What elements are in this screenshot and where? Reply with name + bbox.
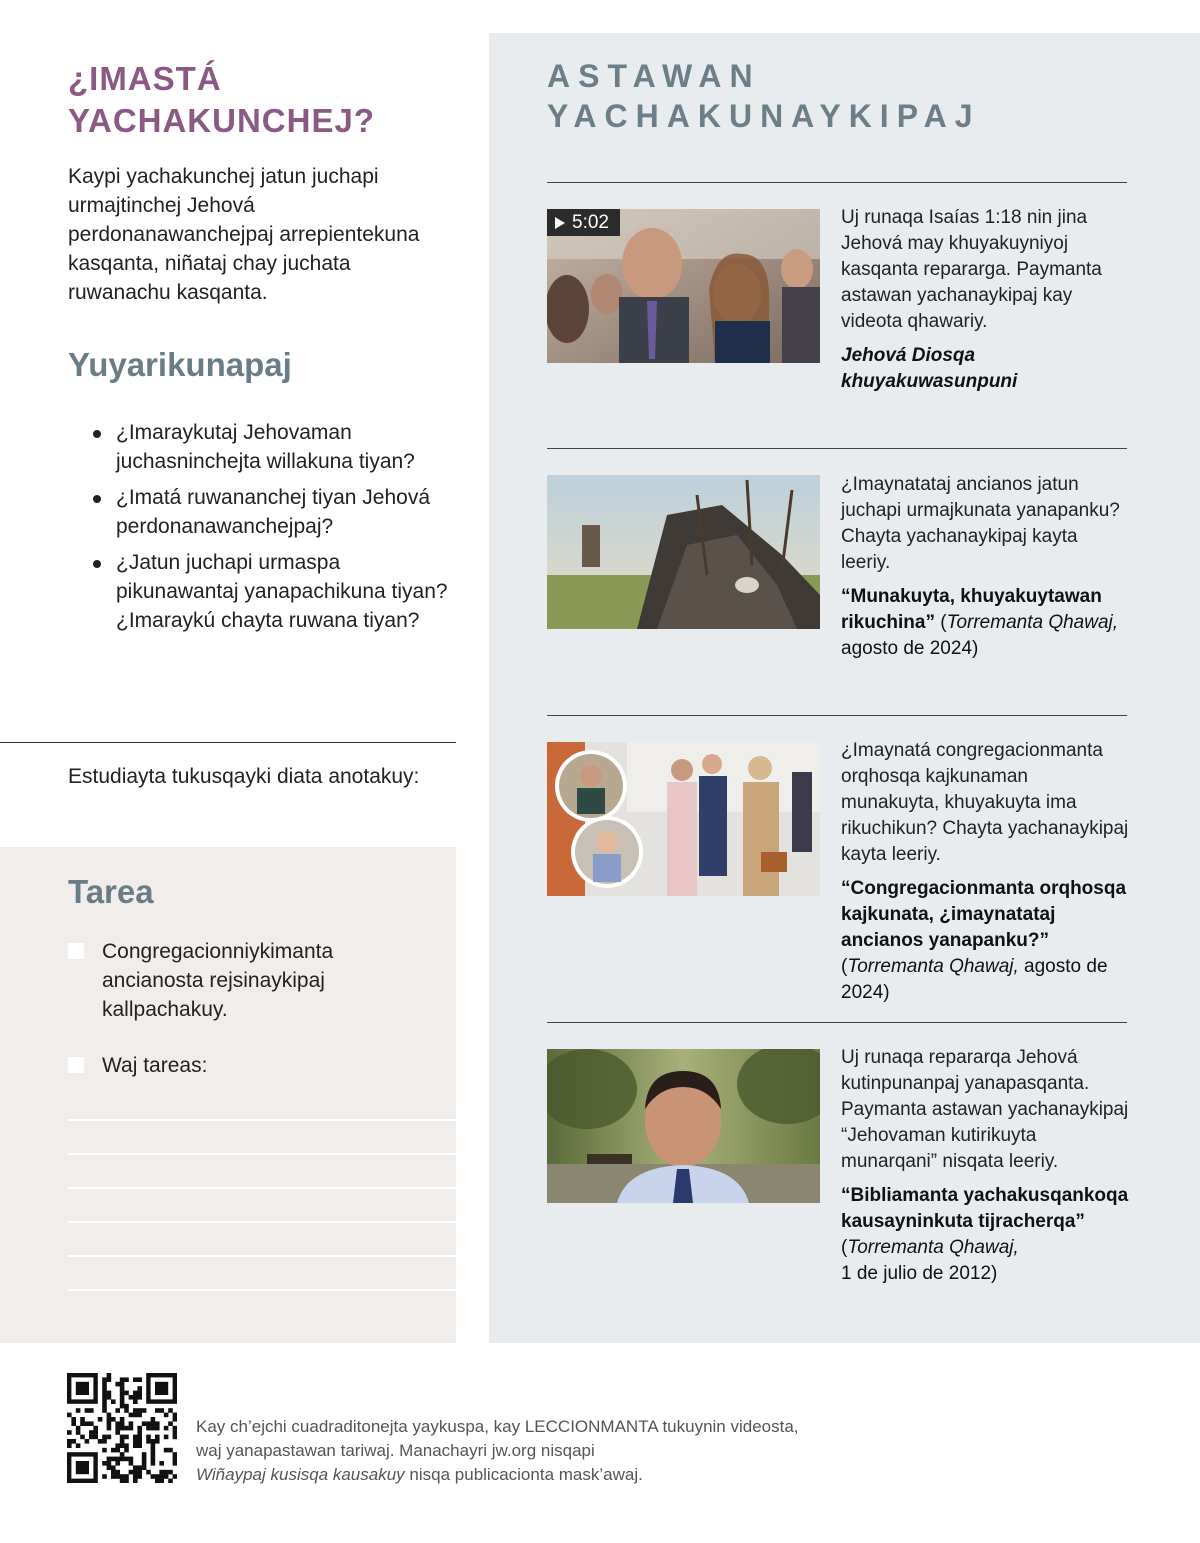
task-item-label: Congregacionniykimanta ancianosta rejsinaykipaj kallpachakuy. — [102, 940, 334, 1021]
resource-text — [841, 472, 1131, 662]
resource-citation-date: agosto de 2024) — [841, 956, 1108, 1003]
writing-line[interactable] — [68, 1153, 456, 1155]
resource-citation-title[interactable]: “Munakuyta, khuyakuytawan rikuchina” — [841, 586, 1102, 633]
resource-citation[interactable]: “Bibliamanta yachakusqankoqa kausayninkuta tijracherqa” (Torremanta Qhawaj, 1 de julio de 2012) — [841, 1185, 1129, 1284]
task-checkbox[interactable] — [68, 943, 84, 959]
resource-text — [841, 1045, 1131, 1287]
divider — [547, 182, 1127, 183]
resource-text — [841, 738, 1131, 1006]
article-image — [547, 742, 820, 896]
resource-description: Uj runaqa Isaías 1:18 nin jina Jehová may khuyakuyniyoj kasqanta reparargа. Paymanta astawan yachanaykipaj kay videota qhawariy. — [841, 207, 1102, 332]
writing-line[interactable] — [68, 1289, 456, 1291]
task-item-label: Waj tareas: — [102, 1054, 208, 1077]
play-icon — [555, 217, 565, 229]
resource-citation-title[interactable]: “Congregacionmanta orqhosqa kajkunata, ¿imaynatataj ancianos yanapanku?” — [841, 878, 1127, 951]
task-item — [68, 937, 398, 1024]
resource-citation-source: Torremanta Qhawaj, — [847, 956, 1019, 977]
study-date-note: Estudiayta tukusqayki diata anotakuy: — [68, 765, 420, 788]
resource-citation[interactable] — [841, 343, 1131, 395]
resource-description: ¿Imaynatá congregacionmanta orqhosqa kajkunaman munakuyta, khuyakuyta ima rikuchikun? Chayta yachanaykipaj kayta leeriy. — [841, 740, 1129, 865]
writing-line[interactable] — [68, 1119, 456, 1121]
article-image — [547, 475, 820, 629]
resource-citation-source: Torremanta Qhawaj, — [946, 612, 1119, 633]
task-checkbox[interactable] — [68, 1057, 84, 1073]
resource-description: ¿Imaynatataj ancianos jatun juchapi urmajkunata yanapanku? Chayta yachanaykipaj kayta leeriy. — [841, 474, 1120, 573]
task-item — [68, 1051, 398, 1080]
divider — [547, 715, 1127, 716]
task-box — [0, 847, 456, 1343]
footer-note — [196, 1415, 816, 1487]
task-heading: Tarea — [68, 873, 154, 910]
divider — [0, 742, 456, 743]
review-questions-list — [90, 418, 460, 642]
writing-line[interactable] — [68, 1187, 456, 1189]
resource-citation-title[interactable]: Jehová Diosqa khuyakuwasunpuni — [841, 345, 1018, 392]
resource-citation[interactable]: “Congregacionmanta orqhosqa kajkunata, ¿imaynatataj ancianos yanapanku?” (Torremanta Qhawaj, agosto de 2024) — [841, 878, 1127, 1003]
further-reading-title: ASTAWAN YACHAKUNAYKIPAJ — [547, 58, 981, 134]
review-question: ¿Imatá ruwananchej tiyan Jehová perdonanawanchejpaj? — [90, 483, 460, 541]
video-duration: 5:02 — [572, 212, 609, 233]
divider — [547, 1022, 1127, 1023]
footer-note-end: nisqa publicacionta mask’awaj. — [409, 1465, 643, 1484]
qr-code-icon[interactable] — [67, 1373, 177, 1483]
review-heading: Yuyarikunapaj — [68, 346, 292, 383]
review-question: ¿Imaraykutaj Jehovaman juchasninchejta willakuna tiyan? — [90, 418, 460, 476]
review-question: ¿Jatun juchapi urmaspa pikunawantaj yanapachikuna tiyan? ¿Imaraykú chayta ruwana tiyan? — [90, 548, 460, 635]
resource-citation-title[interactable]: “Bibliamanta yachakusqankoqa kausayninkuta tijracherqa” — [841, 1185, 1129, 1232]
shepherd-painting-image — [547, 475, 820, 629]
article-image — [547, 1049, 820, 1203]
footer-note-main: Kay ch’ejchi cuadraditonejta yaykuspa, kay LECCIONMANTA tukuynin videosta, waj yanapastawan tariwaj. Manachayri jw.org nisqapi — [196, 1417, 799, 1460]
writing-line[interactable] — [68, 1255, 456, 1257]
page-title: ¿IMASTÁ YACHAKUNCHEJ? — [68, 60, 375, 139]
resource-citation-date: 1 de julio de 2012) — [841, 1263, 998, 1284]
footer-publication-name: Wiñaypaj kusisqa kausakuy — [196, 1465, 405, 1484]
divider — [547, 448, 1127, 449]
intro-text: Kaypi yachakunchej jatun juchapi urmajtinchej Jehová perdonanawanchejpaj arrepientekuna kasqanta, niñataj chay juchata ruwanachu kasqanta. — [68, 165, 420, 304]
congregation-greeting-image — [547, 742, 820, 896]
resource-description: Uj runaqa repararqa Jehová kutinpunanpaj yanapasqanta. Paymanta astawan yachanaykipaj “Jehovaman kutirikuyta munarqani” nisqata leeriy. — [841, 1047, 1129, 1172]
resource-citation[interactable]: “Munakuyta, khuyakuytawan rikuchina” (Torremanta Qhawaj, agosto de 2024) — [841, 586, 1119, 659]
resource-citation-source: Torremanta Qhawaj, — [847, 1237, 1019, 1258]
video-thumbnail[interactable] — [547, 209, 820, 363]
video-duration-badge — [547, 209, 620, 236]
writing-line[interactable] — [68, 1221, 456, 1223]
qr-code-graphic — [67, 1373, 177, 1483]
resource-text — [841, 205, 1131, 395]
smiling-man-portrait-image — [547, 1049, 820, 1203]
resource-citation-date: agosto de 2024) — [841, 638, 979, 659]
